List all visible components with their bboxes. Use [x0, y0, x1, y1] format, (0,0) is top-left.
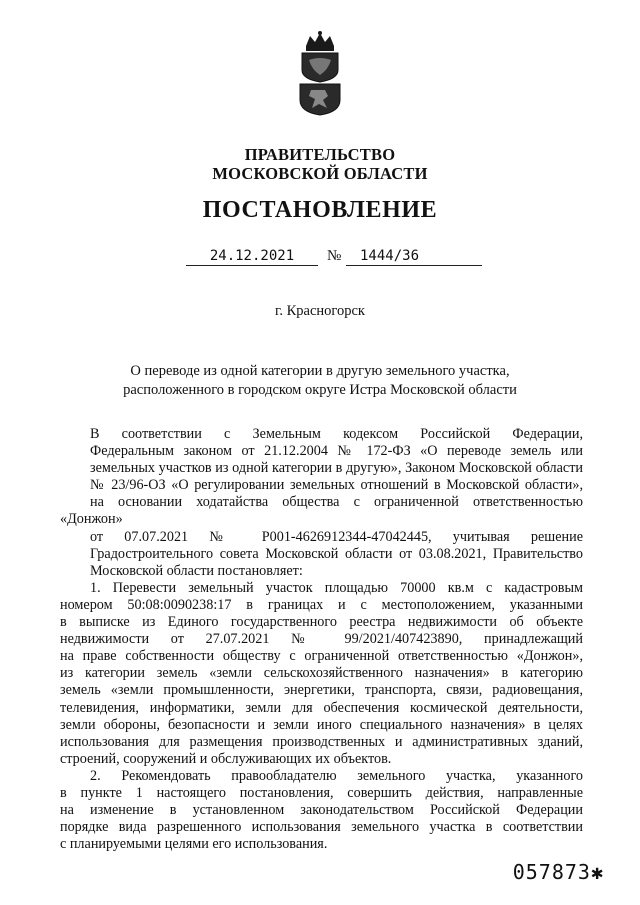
- organization-name-line2: МОСКОВСКОЙ ОБЛАСТИ: [212, 164, 428, 183]
- document-date: 24.12.2021: [186, 248, 318, 266]
- text-line: земельных участков из одной категории в другую», Законом Московской области: [90, 460, 583, 477]
- text-line: 2. Рекомендовать правообладателю земельного участка, указанного: [90, 767, 583, 784]
- registration-line: [0, 248, 640, 270]
- text-line: 1. Перевести земельный участок площадью 70000 кв.м с кадастровым: [90, 579, 583, 596]
- text-line: земель «земли промышленности, энергетики, транспорта, связи, радиовещания,: [60, 682, 583, 699]
- text-line: строений, сооружений и обслуживающих их объектов.: [60, 750, 392, 767]
- coat-of-arms-icon: [297, 30, 343, 116]
- document-subject: [80, 362, 560, 399]
- text-line: в выписке из Единого государственного реестра недвижимости об объекте: [60, 614, 583, 631]
- text-line: в пункте 1 настоящего постановления, совершить действия, направленные: [60, 784, 583, 801]
- text-line: недвижимости от 27.07.2021 № 99/2021/407423890, принадлежащий: [60, 631, 583, 648]
- text-line: номером 50:08:0090238:17 в границах и с местоположением, указанными: [60, 596, 583, 613]
- text-line: Федеральным законом от 21.12.2004 № 172-ФЗ «О переводе земель или: [90, 443, 583, 460]
- text-line: Градостроительного совета Московской области от 03.08.2021, Правительство: [90, 545, 583, 562]
- text-line: от 07.07.2021 № Р001-4626912344-47042445, учитывая решение: [90, 528, 583, 545]
- text-line: на праве собственности обществу с ограниченной ответственностью «Донжон»,: [60, 648, 583, 665]
- subject-line: О переводе из одной категории в другую земельного участка,: [130, 363, 510, 379]
- text-line: из категории земель «земли сельскохозяйственного назначения» в категорию: [60, 665, 583, 682]
- text-line: на изменение в установленном законодательством Российской Федерации: [60, 802, 583, 819]
- subject-line: расположенного в городском округе Истра Московской области: [123, 381, 517, 398]
- text-line: телевидения, информатики, земли для обеспечения космической деятельности,: [60, 699, 583, 716]
- serial-number-stamp: 057873✱: [512, 860, 604, 884]
- paragraph-preamble: [60, 426, 583, 580]
- text-line: порядке вида разрешенного использования земельного участка в соответствии: [60, 819, 583, 836]
- text-line: № 23/96-ОЗ «О регулировании земельных отношений в Московской области»,: [90, 477, 583, 494]
- paragraph-item-2: [60, 768, 583, 853]
- paragraph-item-1: [60, 580, 583, 768]
- text-line: на основании ходатайства общества с ограниченной ответственностью «Донжон»: [60, 494, 583, 528]
- city-name: г. Красногорск: [275, 303, 365, 319]
- document-number: 1444/36: [346, 248, 482, 266]
- text-line: использования для размещения производственных и административных зданий,: [60, 733, 583, 750]
- text-line: земли обороны, безопасности и земли иного специального назначения» в целях: [60, 716, 583, 733]
- document-body: [60, 426, 583, 853]
- number-sign: №: [327, 248, 342, 264]
- text-line: В соответствии с Земельным кодексом Российской Федерации,: [90, 426, 583, 442]
- text-line: Московской области постановляет:: [90, 562, 303, 579]
- organization-name-line1: ПРАВИТЕЛЬСТВО: [244, 145, 396, 164]
- document-type-title: ПОСТАНОВЛЕНИЕ: [202, 197, 438, 223]
- text-line: с планируемыми целями его использования.: [60, 836, 328, 853]
